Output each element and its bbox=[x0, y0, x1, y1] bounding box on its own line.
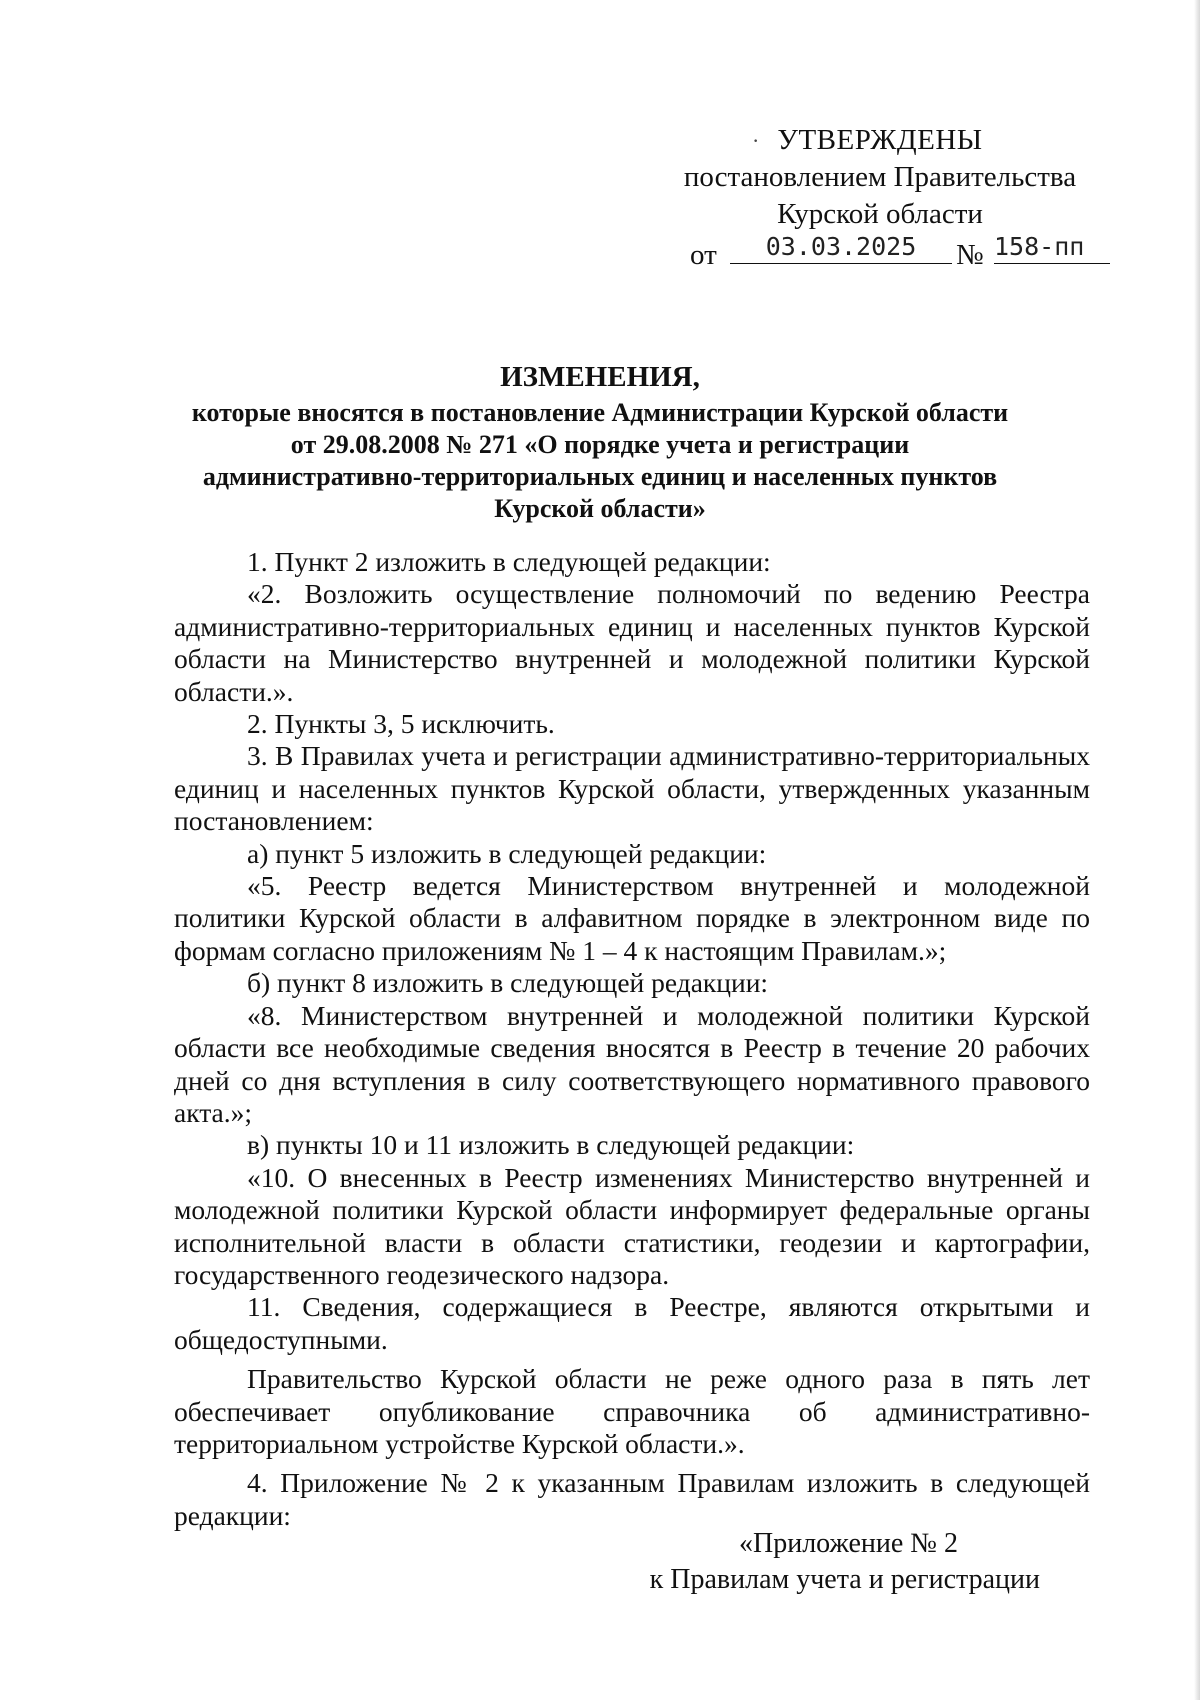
approval-title: УТВЕРЖДЕНЫ bbox=[777, 124, 983, 156]
approval-date-line bbox=[640, 233, 1120, 273]
stray-mark: · bbox=[752, 128, 760, 153]
appendix-header bbox=[640, 1526, 1040, 1598]
approval-line-resolution: постановлением Правительства bbox=[683, 161, 1077, 193]
document-body bbox=[174, 546, 1090, 1532]
paragraph-12: Правительство Курской области не реже одного раза в пять лет обеспечивает опубликование справочника об административно-территориальном устройстве Курской области.». bbox=[174, 1363, 1090, 1459]
approval-line-region: Курской области bbox=[777, 198, 983, 230]
approval-date: 03.03.2025 bbox=[730, 233, 952, 264]
date-prefix: от bbox=[690, 239, 717, 271]
appendix-title: «Приложение № 2 bbox=[739, 1528, 958, 1559]
paragraph-5: а) пункт 5 изложить в следующей редакции: bbox=[247, 837, 767, 869]
appendix-subtitle: к Правилам учета и регистрации bbox=[649, 1564, 1040, 1595]
paragraph-2: «2. Возложить осуществление полномочий по ведению Реестра административно-территориальных единиц и населенных пунктов Курской области на Министерство внутренней и молодежной политики Курской области.». bbox=[174, 578, 1090, 707]
document-heading bbox=[150, 357, 1050, 525]
heading-line: от 29.08.2008 № 271 «О порядке учета и регистрации bbox=[290, 430, 910, 459]
paragraph-1: 1. Пункт 2 изложить в следующей редакции: bbox=[247, 546, 771, 577]
paragraph-6: «5. Реестр ведется Министерством внутренней и молодежной политики Курской области в алфавитном порядке в электронном виде по формам согласно приложениям № 1 – 4 к настоящим Правилам.»; bbox=[174, 870, 1090, 966]
heading-line: административно-территориальных единиц и населенных пунктов bbox=[202, 462, 998, 491]
paragraph-4: 3. В Правилах учета и регистрации административно-территориальных единиц и населенных пунктов Курской области, утвержденных указанным постановлением: bbox=[174, 740, 1090, 837]
paragraph-11: 11. Сведения, содержащиеся в Реестре, являются открытыми и общедоступными. bbox=[174, 1291, 1090, 1355]
paragraph-9: в) пункты 10 и 11 изложить в следующей редакции: bbox=[247, 1129, 855, 1161]
document-title: ИЗМЕНЕНИЯ, bbox=[500, 361, 700, 393]
heading-line: которые вносятся в постановление Администрации Курской области bbox=[191, 398, 1009, 427]
approval-stamp-block bbox=[640, 122, 1120, 273]
number-sign: № bbox=[956, 239, 984, 271]
paragraph-3: 2. Пункты 3, 5 исключить. bbox=[247, 708, 555, 740]
paragraph-13: 4. Приложение № 2 к указанным Правилам изложить в следующей редакции: bbox=[174, 1467, 1090, 1531]
paragraph-7: б) пункт 8 изложить в следующей редакции: bbox=[247, 967, 769, 999]
paragraph-8: «8. Министерством внутренней и молодежной политики Курской области все необходимые сведения вносятся в Реестр в течение 20 рабочих дней со дня вступления в силу соответствующего нормативного правового акта.»; bbox=[174, 999, 1090, 1128]
approval-number: 158-пп bbox=[994, 233, 1110, 264]
page-edge-shadow bbox=[1194, 0, 1200, 1700]
heading-line: Курской области» bbox=[494, 494, 706, 523]
paragraph-10: «10. О внесенных в Реестр изменениях Министерство внутренней и молодежной политики Курской области информирует федеральные органы исполнительной власти в области статистики, геодезии и картографии, государственного геодезического надзора. bbox=[174, 1161, 1090, 1290]
